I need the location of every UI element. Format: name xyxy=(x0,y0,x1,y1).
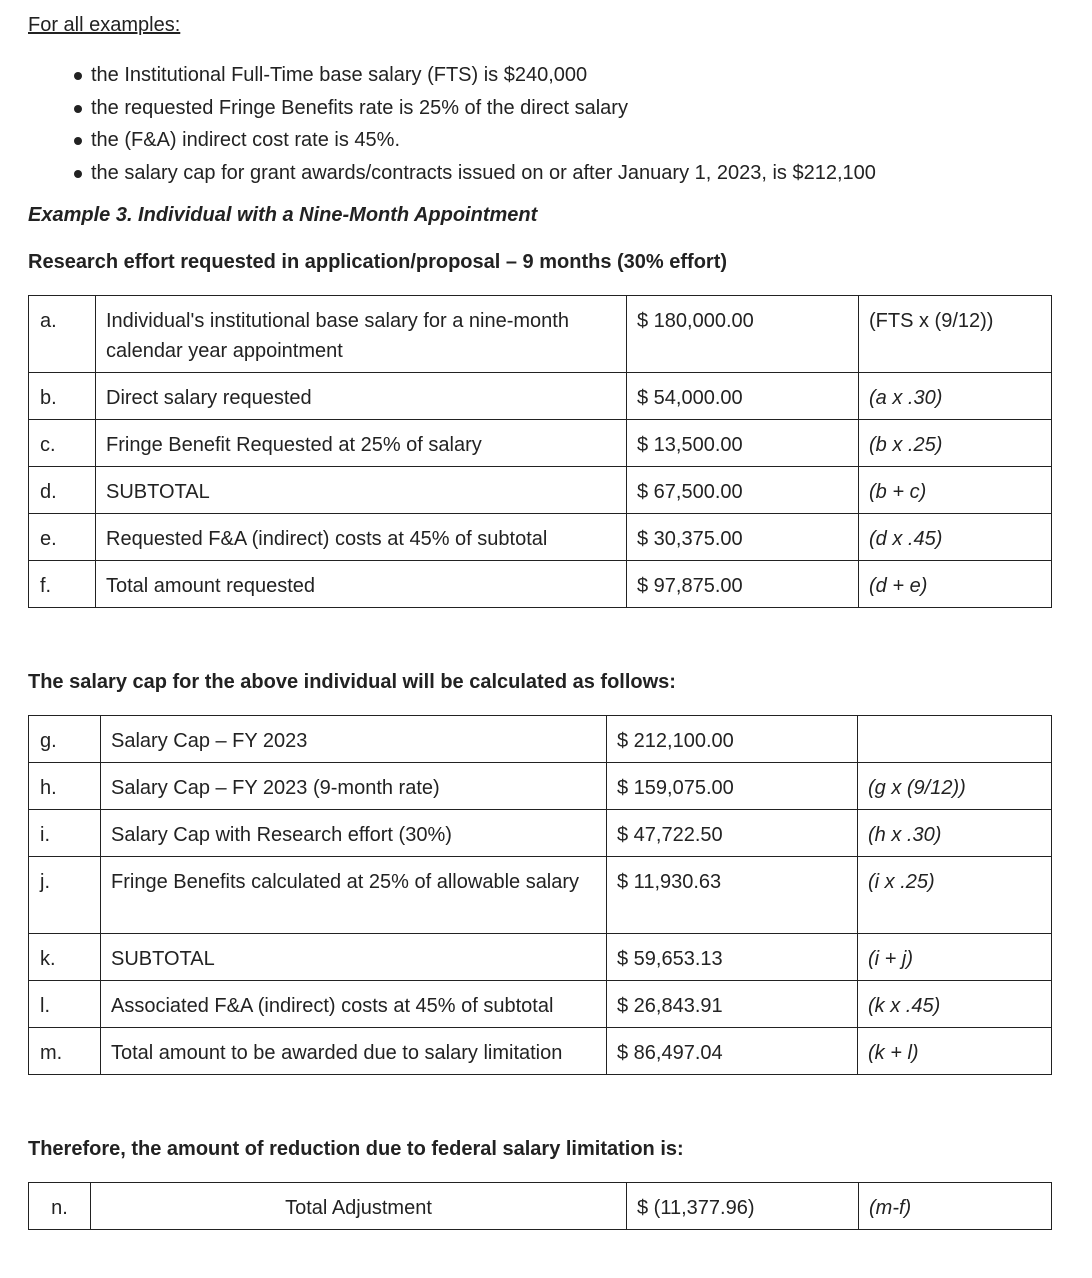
table-row xyxy=(29,810,1052,857)
row-amount: $ 67,500.00 xyxy=(627,467,859,514)
reduction-heading: Therefore, the amount of reduction due to federal salary limitation is: xyxy=(28,1138,684,1160)
row-formula: (a x .30) xyxy=(859,373,1052,420)
row-formula: (d + e) xyxy=(859,561,1052,608)
row-amount: $ (11,377.96) xyxy=(627,1183,859,1230)
research-heading: Research effort requested in application/proposal – 9 months (30% effort) xyxy=(28,251,728,273)
row-letter: a. xyxy=(29,296,96,373)
row-amount: $ 54,000.00 xyxy=(627,373,859,420)
row-description: SUBTOTAL xyxy=(101,934,607,981)
row-amount: $ 59,653.13 xyxy=(607,934,858,981)
table-row xyxy=(29,1028,1052,1075)
row-amount: $ 47,722.50 xyxy=(607,810,858,857)
row-letter: j. xyxy=(29,857,101,934)
row-description: Total Adjustment xyxy=(91,1183,627,1230)
row-amount: $ 26,843.91 xyxy=(607,981,858,1028)
list-item: the requested Fringe Benefits rate is 25% of the direct salary xyxy=(72,93,1052,126)
row-letter: g. xyxy=(29,716,101,763)
row-letter: f. xyxy=(29,561,96,608)
row-formula: (k x .45) xyxy=(858,981,1052,1028)
row-description: Direct salary requested xyxy=(96,373,627,420)
row-formula xyxy=(858,716,1052,763)
row-formula: (b x .25) xyxy=(859,420,1052,467)
row-formula: (k + l) xyxy=(858,1028,1052,1075)
table-row xyxy=(29,716,1052,763)
row-formula: (m-f) xyxy=(859,1183,1052,1230)
row-formula: (i x .25) xyxy=(858,857,1052,934)
row-description: Fringe Benefit Requested at 25% of salary xyxy=(96,420,627,467)
row-description: Total amount to be awarded due to salary limitation xyxy=(101,1028,607,1075)
row-letter: b. xyxy=(29,373,96,420)
list-item: the (F&A) indirect cost rate is 45%. xyxy=(72,125,1052,158)
table-row xyxy=(29,561,1052,608)
adjustment-table xyxy=(28,1182,1052,1230)
table-row xyxy=(29,1183,1052,1230)
row-letter: m. xyxy=(29,1028,101,1075)
row-description: Total amount requested xyxy=(96,561,627,608)
row-amount: $ 86,497.04 xyxy=(607,1028,858,1075)
table-row xyxy=(29,763,1052,810)
row-description: Salary Cap – FY 2023 (9-month rate) xyxy=(101,763,607,810)
row-description: Fringe Benefits calculated at 25% of allowable salary xyxy=(101,857,607,934)
row-formula: (d x .45) xyxy=(859,514,1052,561)
row-amount: $ 11,930.63 xyxy=(607,857,858,934)
row-formula: (g x (9/12)) xyxy=(858,763,1052,810)
assumptions-list xyxy=(72,60,1052,190)
row-letter: l. xyxy=(29,981,101,1028)
row-description: Associated F&A (indirect) costs at 45% of subtotal xyxy=(101,981,607,1028)
row-formula: (b + c) xyxy=(859,467,1052,514)
example-title: Example 3. Individual with a Nine-Month Appointment xyxy=(28,204,538,226)
row-amount: $ 13,500.00 xyxy=(627,420,859,467)
row-amount: $ 159,075.00 xyxy=(607,763,858,810)
table-row xyxy=(29,857,1052,934)
salary-cap-table xyxy=(28,715,1052,1075)
table-row xyxy=(29,420,1052,467)
table-row xyxy=(29,373,1052,420)
row-letter: k. xyxy=(29,934,101,981)
row-amount: $ 97,875.00 xyxy=(627,561,859,608)
row-letter: i. xyxy=(29,810,101,857)
row-description: SUBTOTAL xyxy=(96,467,627,514)
row-letter: d. xyxy=(29,467,96,514)
list-item: the Institutional Full-Time base salary (FTS) is $240,000 xyxy=(72,60,1052,93)
row-formula: (h x .30) xyxy=(858,810,1052,857)
row-formula: (i + j) xyxy=(858,934,1052,981)
row-formula: (FTS x (9/12)) xyxy=(859,296,1052,373)
row-description: Individual's institutional base salary for a nine-month calendar year appointment xyxy=(96,296,627,373)
row-description: Salary Cap with Research effort (30%) xyxy=(101,810,607,857)
row-letter: e. xyxy=(29,514,96,561)
table-row xyxy=(29,981,1052,1028)
row-description: Salary Cap – FY 2023 xyxy=(101,716,607,763)
row-letter: c. xyxy=(29,420,96,467)
row-amount: $ 30,375.00 xyxy=(627,514,859,561)
table-row xyxy=(29,514,1052,561)
cap-heading: The salary cap for the above individual will be calculated as follows: xyxy=(28,671,676,693)
row-amount: $ 212,100.00 xyxy=(607,716,858,763)
row-letter: h. xyxy=(29,763,101,810)
table-row xyxy=(29,467,1052,514)
table-row xyxy=(29,296,1052,373)
row-letter: n. xyxy=(29,1183,91,1230)
table-row xyxy=(29,934,1052,981)
intro-heading: For all examples: xyxy=(28,14,181,36)
row-amount: $ 180,000.00 xyxy=(627,296,859,373)
list-item: the salary cap for grant awards/contracts issued on or after January 1, 2023, is $212,100 xyxy=(72,158,1052,191)
requested-amounts-table xyxy=(28,295,1052,608)
row-description: Requested F&A (indirect) costs at 45% of subtotal xyxy=(96,514,627,561)
